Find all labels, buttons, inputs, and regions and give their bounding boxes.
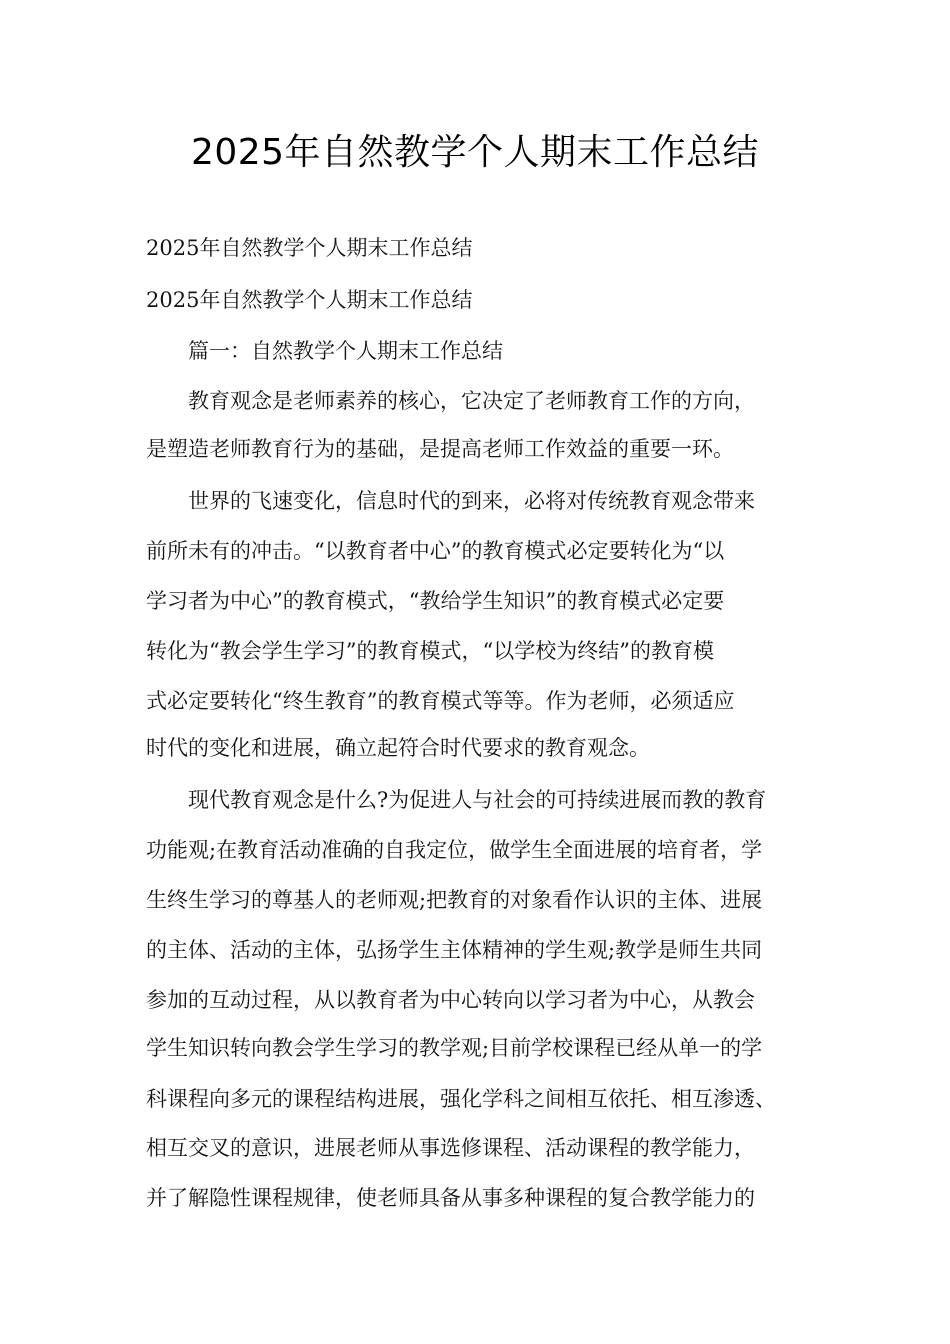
text-line: 学生知识转向教会学生学习的教学观;目前学校课程已经从单一的学 <box>146 1036 763 1060</box>
text-line: 2025年自然教学个人期末工作总结 <box>146 288 473 312</box>
text-line: 时代的变化和进展，确立起符合时代要求的教育观念。 <box>146 736 650 760</box>
text-line: 2025年自然教学个人期末工作总结 <box>146 236 473 260</box>
text-line: 学习者为中心”的教育模式，“教给学生知识”的教育模式必定要 <box>146 589 725 613</box>
text-line: 的主体、活动的主体，弘扬学生主体精神的学生观;教学是师生共同 <box>146 938 763 962</box>
document-title: 2025年自然教学个人期末工作总结 <box>190 132 760 173</box>
text-line: 生终生学习的尊基人的老师观;把教育的对象看作认识的主体、进展 <box>146 888 763 912</box>
text-line: 转化为“教会学生学习”的教育模式，“以学校为终结”的教育模 <box>146 639 714 663</box>
text-line: 式必定要转化“终生教育”的教育模式等等。作为老师，必须适应 <box>146 689 735 713</box>
text-line: 是塑造老师教育行为的基础，是提高老师工作效益的重要一环。 <box>146 437 734 461</box>
text-line: 现代教育观念是什么?为促进人与社会的可持续进展而教的教育 <box>146 788 767 812</box>
text-line: 世界的飞速变化，信息时代的到来，必将对传统教育观念带来 <box>146 489 755 513</box>
text-line: 功能观;在教育活动准确的自我定位，做学生全面进展的培育者，学 <box>146 838 763 862</box>
text-line: 科课程向多元的课程结构进展，强化学科之间相互依托、相互渗透、 <box>146 1087 776 1111</box>
section-heading: 篇一：自然教学个人期末工作总结 <box>146 339 503 363</box>
text-line: 并了解隐性课程规律，使老师具备从事多种课程的复合教学能力的 <box>146 1186 755 1210</box>
text-line: 参加的互动过程，从以教育者为中心转向以学习者为中心，从教会 <box>146 988 755 1012</box>
text-line: 相互交叉的意识，进展老师从事选修课程、活动课程的教学能力， <box>146 1136 755 1160</box>
text-line: 前所未有的冲击。“以教育者中心”的教育模式必定要转化为“以 <box>146 539 725 563</box>
text-line: 教育观念是老师素养的核心，它决定了老师教育工作的方向， <box>146 389 755 413</box>
